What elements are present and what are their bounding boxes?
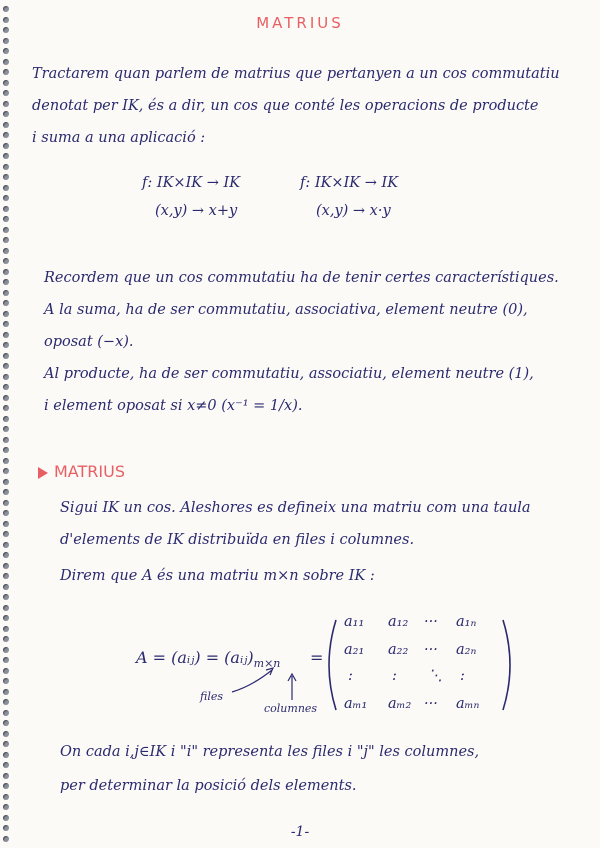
properties-line-2: A la suma, ha de ser commutatiu, associativa, element neutre (0), — [44, 302, 528, 318]
matrix-cell: aₘ₁ — [344, 696, 368, 712]
matrix-cell: a₂ₙ — [456, 642, 477, 658]
properties-line-1: Recordem que un cos commutatiu ha de tenir certes característiques. — [44, 270, 559, 286]
matrix-equals: = — [310, 648, 324, 667]
definition-line-3: Direm que A és una matriu m×n sobre IK : — [60, 568, 375, 584]
page-number: -1- — [290, 824, 310, 840]
matrix-cell: aₘₙ — [456, 696, 480, 712]
intro-line-1: Tractarem quan parlem de matrius que pertanyen a un cos commutatiu — [32, 66, 560, 82]
columnes-label: columnes — [264, 702, 318, 715]
matrix-cell: : — [392, 668, 397, 684]
matrix-cell: ··· — [424, 614, 438, 630]
sum-map-signature: f: IK×IK → IK — [142, 175, 241, 191]
files-arrow — [232, 670, 272, 692]
properties-line-3: oposat (−x). — [44, 334, 134, 350]
matrix-cell: ··· — [424, 642, 438, 658]
closing-line-2: per determinar la posició dels elements. — [60, 778, 357, 794]
intro-line-2: denotat per IK, és a dir, un cos que conté les operacions de producte — [32, 98, 539, 114]
page-title: MATRIUS — [256, 14, 344, 32]
definition-line-1: Sigui IK un cos. Aleshores es defineix una matriu com una taula — [60, 500, 531, 516]
matrix-cell: ··· — [424, 696, 438, 712]
product-map-rule: (x,y) → x·y — [316, 203, 391, 219]
matrix-cell: a₁₁ — [344, 614, 365, 630]
sum-map-rule: (x,y) → x+y — [155, 203, 238, 219]
matrix-cell: a₁₂ — [388, 614, 409, 630]
matrix-cell: : — [348, 668, 353, 684]
definition-line-2: d'elements de IK distribuïda en files i columnes. — [60, 532, 415, 548]
matrix-lhs-text: A = (aᵢⱼ) = (aᵢⱼ) — [136, 648, 254, 667]
matrix-cell: ⋱ — [428, 668, 443, 684]
properties-line-5: i element oposat si x≠0 (x⁻¹ = 1/x). — [44, 398, 303, 414]
matrix-cell: aₘ₂ — [388, 696, 412, 712]
files-label: files — [200, 690, 224, 703]
matrix-dimension: m×n — [253, 657, 281, 671]
matrix-cell: a₂₁ — [344, 642, 365, 658]
product-map-signature: f: IK×IK → IK — [300, 175, 399, 191]
matrix-right-bracket — [503, 620, 510, 710]
matrix-cell: a₂₂ — [388, 642, 409, 658]
closing-line-1: On cada i,j∈IK i "i" representa les files i "j" les columnes, — [60, 744, 480, 760]
section-heading-label: MATRIUS — [54, 462, 125, 481]
properties-line-4: Al producte, ha de ser commutatiu, associatiu, element neutre (1), — [44, 366, 534, 382]
matrix-cell: : — [460, 668, 465, 684]
matrix-cell: a₁ₙ — [456, 614, 477, 630]
intro-line-3: i suma a una aplicació : — [32, 130, 206, 146]
matrix-left-bracket — [329, 620, 336, 710]
